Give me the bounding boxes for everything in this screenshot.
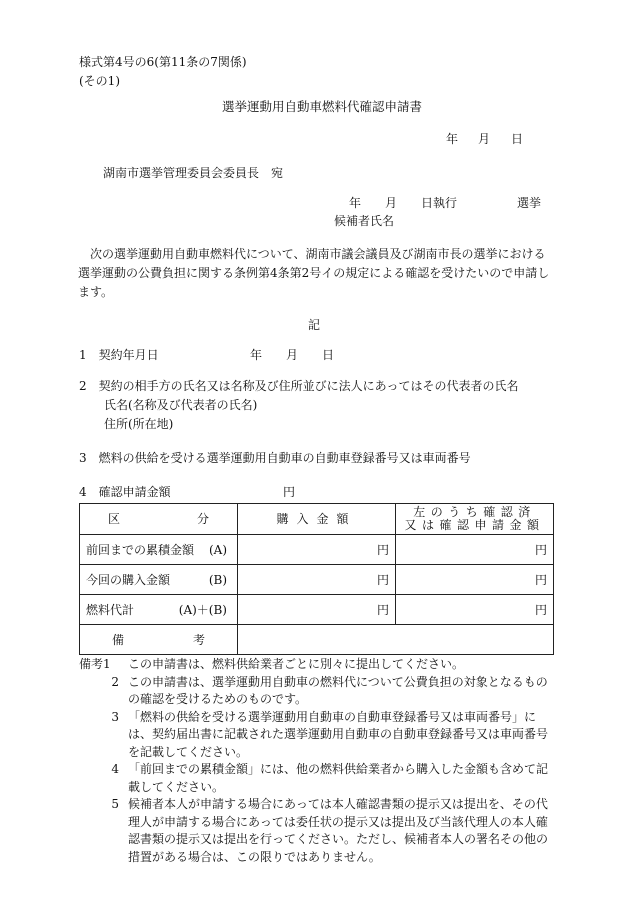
- page-title: 選挙運動用自動車燃料代確認申請書: [222, 99, 423, 114]
- note-number: 5: [111, 797, 119, 811]
- remarks-label-b: 考: [192, 632, 205, 647]
- header-confirmed-amount: 左のうち確認済 又は確認申請金額: [396, 504, 554, 535]
- row-mark: (B): [208, 572, 227, 587]
- ki-heading: 記: [308, 318, 321, 332]
- table-row: [80, 535, 554, 565]
- date-year: 年: [446, 132, 459, 146]
- request-paragraph: 次の選挙運動用自動車燃料代について、湖南市議会議員及び湖南市長の選挙における選挙運動の公費負担に関する条例第4条第2号イの規定による確認を受けたいので申請します。: [78, 247, 550, 299]
- list-item: [79, 709, 559, 762]
- item1-contract-date: 1 契約年月日: [79, 348, 159, 362]
- remarks-cell[interactable]: [238, 625, 554, 655]
- notes-section: [79, 656, 559, 866]
- item3-vehicle-number: 3 燃料の供給を受ける選挙運動用自動車の自動車登録番号又は車両番号: [79, 451, 471, 465]
- list-item: [79, 656, 559, 674]
- row-label: 今回の購入金額: [86, 572, 171, 587]
- item4-amount: 4 確認申請金額: [79, 485, 171, 499]
- row-mark: (A)＋(B): [178, 602, 227, 617]
- note-number: 備考1: [79, 657, 111, 671]
- remarks-label-a: 備: [112, 632, 125, 647]
- table-row: [80, 565, 554, 595]
- item4-yen: 円: [283, 485, 296, 499]
- header-purchase-amount: 購入金額: [238, 504, 396, 535]
- list-item: [79, 761, 559, 796]
- note-text: 候補者本人が申請する場合にあっては本人確認書類の提示又は提出を、その代理人が申請する場合にあっては委任状の提示又は提出及び当該代理人の本人確認書類の提示又は提出を行ってください。ただし、候補者本人の署名その他の措置がある場合は、この限りではありません。: [128, 797, 549, 864]
- note-number: 3: [111, 709, 119, 724]
- item2-address: 住所(所在地): [104, 417, 174, 431]
- note-text: 「燃料の供給を受ける選挙運動用自動車の自動車登録番号又は車両番号」には、契約届出書に記載された選挙運動用自動車の自動車登録番号又は車両番号を記載してください。: [128, 709, 549, 759]
- purchase-amount-cell[interactable]: 円: [238, 595, 396, 625]
- purchase-amount-cell[interactable]: 円: [238, 535, 396, 565]
- purchase-amount-cell[interactable]: 円: [238, 565, 396, 595]
- row-label: 燃料代計: [86, 602, 135, 617]
- item2-name: 氏名(名称及び代表者の氏名): [104, 398, 258, 412]
- form-number: 様式第4号の6(第11条の7関係): [79, 55, 247, 69]
- item2-contractor: 2 契約の相手方の氏名又は名称及び住所並びに法人にあってはその代表者の氏名: [79, 379, 519, 393]
- confirmed-amount-cell[interactable]: 円: [396, 595, 554, 625]
- item1-date-fields: 年 月 日: [250, 348, 335, 362]
- list-item: [79, 796, 559, 866]
- form-part: (その1): [79, 74, 120, 88]
- election-line: 年 月 日執行 選挙: [349, 196, 542, 210]
- confirmed-amount-cell[interactable]: 円: [396, 535, 554, 565]
- note-number: 2: [111, 674, 119, 689]
- header-category: 区 分: [80, 504, 238, 535]
- date-day: 日: [511, 132, 524, 146]
- row-mark: (A): [208, 542, 227, 557]
- confirmed-amount-cell[interactable]: 円: [396, 565, 554, 595]
- note-number: 4: [111, 762, 119, 776]
- candidate-name-label: 候補者氏名: [334, 214, 395, 228]
- row-label: 前回までの累積金額: [86, 542, 195, 557]
- note-text: この申請書は、選挙運動用自動車の燃料代について公費負担の対象となるものの確認を受けるためのものです。: [128, 674, 548, 706]
- note-text: 「前回までの累積金額」には、他の燃料供給業者から購入した金額も含めて記載してください。: [128, 762, 549, 794]
- note-text: この申請書は、燃料供給業者ごとに別々に提出してください。: [128, 657, 465, 671]
- table-row-remarks: [80, 625, 554, 655]
- table-row: [80, 595, 554, 625]
- addressee: 湖南市選挙管理委員会委員長 宛: [103, 166, 284, 180]
- list-item: [79, 674, 559, 709]
- date-month: 月: [478, 132, 491, 146]
- amount-table: [79, 503, 554, 655]
